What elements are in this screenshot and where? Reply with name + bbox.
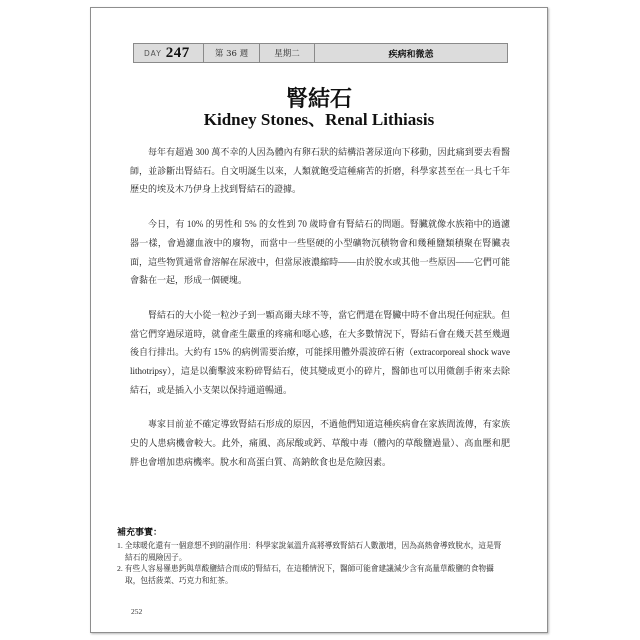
fact-text: 有些人容易罹患鈣與草酸鹽結合而成的腎結石，在這種情況下，醫師可能會建議減少含有高量草酸鹽的食物攝取，包括菠菜、巧克力和紅茶。 <box>124 564 494 585</box>
article-subtitle: Kidney Stones、Renal Lithiasis <box>203 110 435 129</box>
category-label: 疾病和微恙 <box>388 49 434 60</box>
week-cell <box>204 44 260 62</box>
page-number: 252 <box>131 607 143 616</box>
weekday-label: 星期二 <box>274 49 300 59</box>
paragraph: 每年有超過 300 萬不幸的人因為體內有卵石狀的結構沿著尿道向下移動，因此痛到要去看醫師，並診斷出腎結石。自文明誕生以來，人類就飽受這種痛苦的折磨，科學家甚至在一具七千年歷史的埃及木乃伊身上找到腎結石的證據。 <box>130 147 510 195</box>
paragraph: 今日，有 10% 的男性和 5% 的女性到 70 歲時會有腎結石的問題。腎臟就像水族箱中的過濾器一樣，會過濾血液中的廢物，而當中一些堅硬的小型礦物沉積物會和幾種鹽類積聚在腎臟表面，這些物質通常會溶解在尿液中，但當尿液濃縮時——由於脫水或其他一些原因——它們可能會黏在一起，形成一個硬塊。 <box>130 219 510 286</box>
article-body <box>130 143 510 488</box>
weekday-cell <box>260 44 315 62</box>
paragraph: 腎結石的大小從一粒沙子到一顆高爾夫球不等，當它們還在腎臟中時不會出現任何症狀。但當它們穿過尿道時，就會產生嚴重的疼痛和噁心感，在大多數情況下，腎結石會在幾天甚至幾週後自行排出。大約有 15% 的病例需要治療，可能採用體外震波碎石術（extracorporeal shock wave lithotripsy），這是以衝擊波來粉碎腎結石，使其變成更小的碎片，醫師也可以用微創手術來去除結石，或是插入小支架以保持通道暢通。 <box>130 309 510 395</box>
day-label: DAY <box>144 48 162 58</box>
fact-number: 1. <box>117 541 123 550</box>
fact-item <box>117 563 505 586</box>
day-number: 247 <box>165 44 190 61</box>
book-page <box>90 7 548 633</box>
fact-text: 全球暖化還有一個意想不到的副作用：科學家說氣溫升高將導致腎結石人數激增，因為高熱會導致脫水，這是腎結石的風險因子。 <box>124 541 502 562</box>
fact-number: 2. <box>117 564 123 574</box>
facts-heading: 補充事實： <box>117 528 163 538</box>
category-cell <box>315 44 507 62</box>
header-bar <box>133 43 508 63</box>
supplementary-facts <box>117 527 505 586</box>
article-title: 腎結石 <box>285 86 352 112</box>
fact-item <box>117 540 505 563</box>
week-label: 第 36 週 <box>214 49 249 59</box>
day-cell <box>134 44 204 62</box>
paragraph: 專家目前並不確定導致腎結石形成的原因，不過他們知道這種疾病會在家族間流傳，有家族史的人患病機會較大。此外，痛風、高尿酸或鈣、草酸中毒（體內的草酸鹽過量）、高血壓和肥胖也會增加患病機率。脫水和高蛋白質、高鈉飲食也是危險因素。 <box>130 419 510 467</box>
